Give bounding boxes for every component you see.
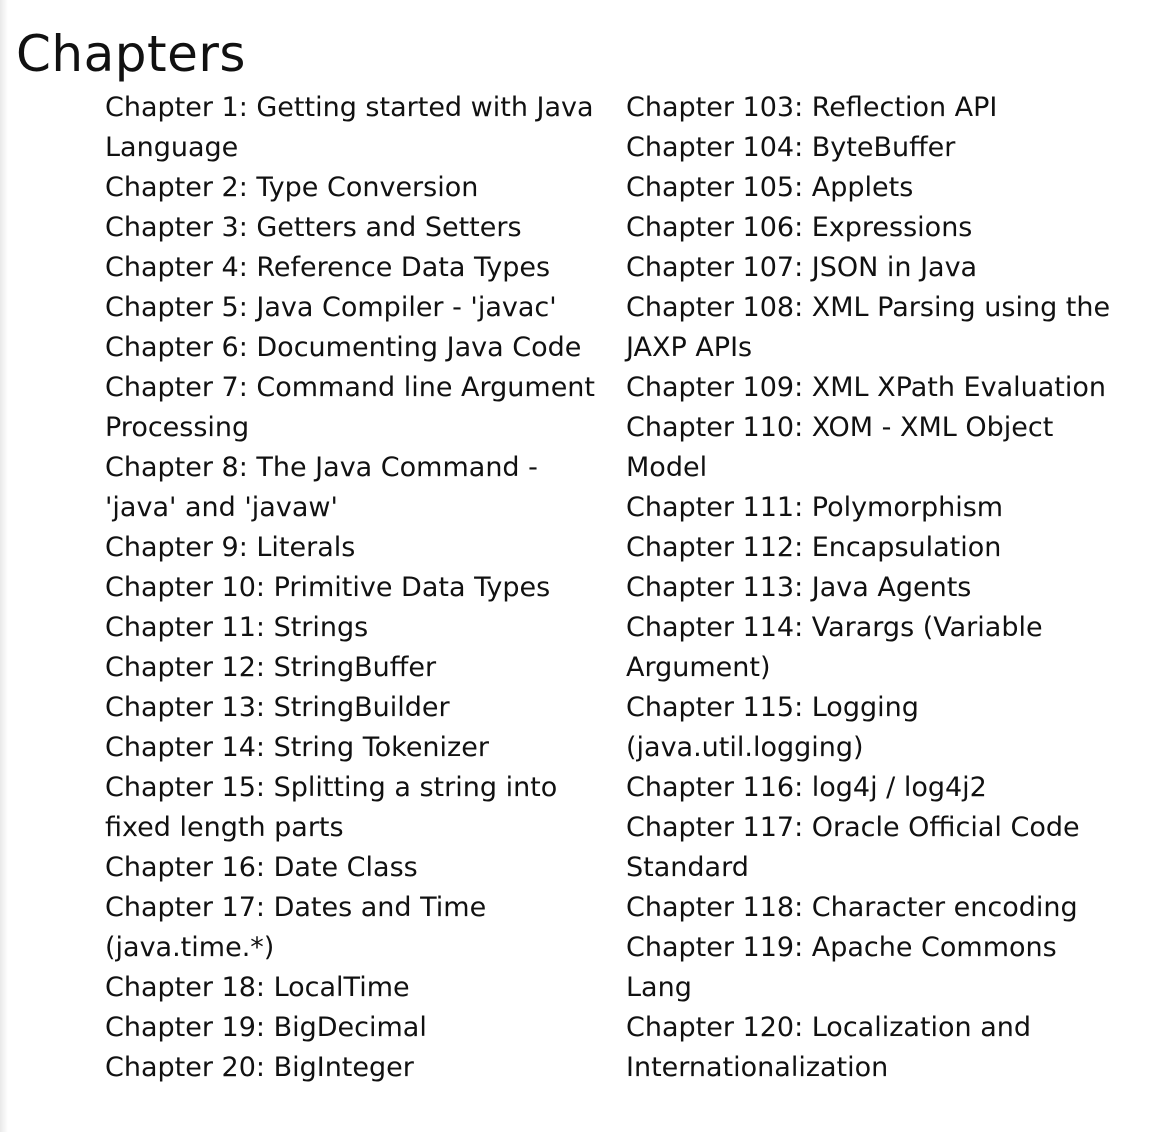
chapter-link[interactable]: Chapter 17: Dates and Time (java.time.*) (105, 892, 487, 963)
chapter-link[interactable]: Chapter 110: XOM - XML Object Model (626, 412, 1054, 483)
chapter-link[interactable]: Chapter 13: StringBuilder (105, 692, 450, 723)
chapter-link[interactable]: Chapter 7: Command line Argument Processing (105, 372, 596, 443)
chapter-link[interactable]: Chapter 5: Java Compiler - 'javac' (105, 292, 557, 323)
chapter-link[interactable]: Chapter 104: ByteBuffer (626, 132, 956, 163)
chapter-link[interactable]: Chapter 11: Strings (105, 612, 369, 643)
chapter-link[interactable]: Chapter 3: Getters and Setters (105, 212, 522, 243)
chapter-link[interactable]: Chapter 106: Expressions (626, 212, 973, 243)
chapter-link[interactable]: Chapter 103: Reflection API (626, 92, 998, 123)
chapter-link[interactable]: Chapter 108: XML Parsing using the JAXP APIs (626, 292, 1111, 363)
chapter-link[interactable]: Chapter 109: XML XPath Evaluation (626, 372, 1107, 403)
chapter-link[interactable]: Chapter 117: Oracle Official Code Standard (626, 812, 1080, 883)
chapter-link[interactable]: Chapter 14: String Tokenizer (105, 732, 489, 763)
chapter-list-right (626, 88, 1126, 1088)
chapter-link[interactable]: Chapter 12: StringBuffer (105, 652, 437, 683)
chapter-link[interactable]: Chapter 10: Primitive Data Types (105, 572, 551, 603)
chapter-link[interactable]: Chapter 119: Apache Commons Lang (626, 932, 1057, 1003)
chapter-link[interactable]: Chapter 8: The Java Command - 'java' and 'javaw' (105, 452, 538, 523)
chapter-link[interactable]: Chapter 20: BigInteger (105, 1052, 414, 1083)
chapter-link[interactable]: Chapter 18: LocalTime (105, 972, 410, 1003)
chapter-link[interactable]: Chapter 120: Localization and Internationalization (626, 1012, 1032, 1083)
chapter-link[interactable]: Chapter 16: Date Class (105, 852, 418, 883)
page-title: Chapters (16, 25, 246, 83)
chapter-link[interactable]: Chapter 19: BigDecimal (105, 1012, 427, 1043)
chapter-link[interactable]: Chapter 1: Getting started with Java Language (105, 92, 594, 163)
chapter-link[interactable]: Chapter 4: Reference Data Types (105, 252, 551, 283)
chapter-link[interactable]: Chapter 118: Character encoding (626, 892, 1078, 923)
chapter-link[interactable]: Chapter 113: Java Agents (626, 572, 972, 603)
chapter-link[interactable]: Chapter 9: Literals (105, 532, 356, 563)
chapter-link[interactable]: Chapter 105: Applets (626, 172, 914, 203)
left-edge-shadow (0, 0, 8, 1132)
chapter-link[interactable]: Chapter 15: Splitting a string into fixed length parts (105, 772, 558, 843)
chapter-link[interactable]: Chapter 115: Logging (java.util.logging) (626, 692, 919, 763)
chapter-link[interactable]: Chapter 107: JSON in Java (626, 252, 978, 283)
chapter-link[interactable]: Chapter 112: Encapsulation (626, 532, 1002, 563)
chapter-link[interactable]: Chapter 116: log4j / log4j2 (626, 772, 987, 803)
chapter-link[interactable]: Chapter 6: Documenting Java Code (105, 332, 582, 363)
chapter-link[interactable]: Chapter 114: Varargs (Variable Argument) (626, 612, 1043, 683)
chapter-list-left (105, 88, 610, 1088)
chapter-link[interactable]: Chapter 2: Type Conversion (105, 172, 479, 203)
chapter-link[interactable]: Chapter 111: Polymorphism (626, 492, 1004, 523)
